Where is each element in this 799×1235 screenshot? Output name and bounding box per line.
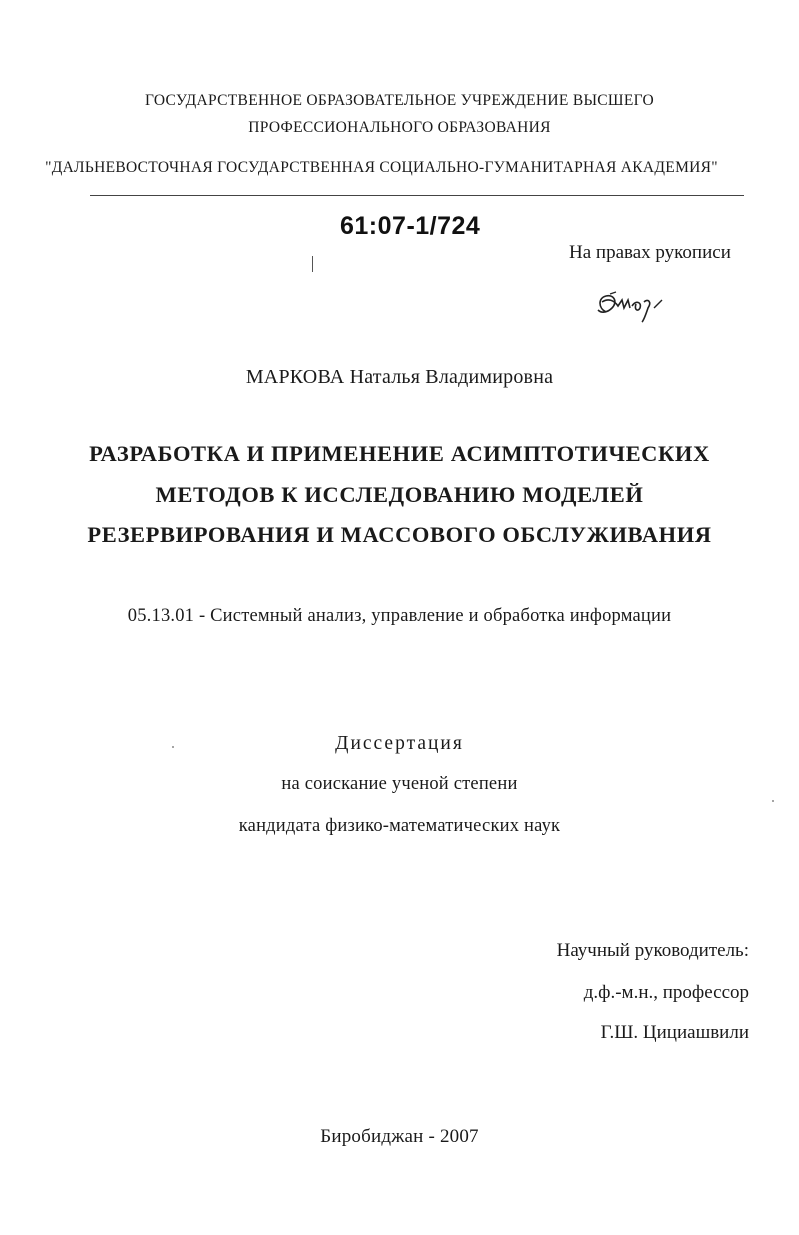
signature-image <box>592 288 672 326</box>
city-year: Биробиджан - 2007 <box>320 1126 479 1147</box>
author-name: МАРКОВА Наталья Владимировна <box>245 366 554 388</box>
degree-line-2: кандидата физико-математических наук <box>238 816 561 836</box>
academy-name: "ДАЛЬНЕВОСТОЧНАЯ ГОСУДАРСТВЕННАЯ СОЦИАЛЬНО-ГУМАНИТАРНАЯ АКАДЕМИЯ" <box>45 159 718 176</box>
supervisor-degree: д.ф.-м.н., профессор <box>583 982 749 1003</box>
institution-line-2: ПРОФЕССИОНАЛЬНОГО ОБРАЗОВАНИЯ <box>248 119 551 136</box>
header-divider <box>90 195 744 196</box>
thesis-title-line-2: МЕТОДОВ К ИССЛЕДОВАНИЮ МОДЕЛЕЙ <box>155 482 644 507</box>
thesis-title-line-3: РЕЗЕРВИРОВАНИЯ И МАССОВОГО ОБСЛУЖИВАНИЯ <box>87 522 712 547</box>
specialty-code: 05.13.01 - Системный анализ, управление и обработка информации <box>127 606 672 626</box>
degree-line-1: на соискание ученой степени <box>281 774 518 794</box>
scan-speck <box>172 746 174 748</box>
rights-note: На правах рукописи <box>569 242 731 263</box>
scan-speck <box>772 800 774 802</box>
catalog-code: 61:07-1/724 <box>340 212 481 240</box>
dissertation-heading: Диссертация <box>335 733 464 754</box>
supervisor-label: Научный руководитель: <box>556 940 749 961</box>
thesis-title-line-1: РАЗРАБОТКА И ПРИМЕНЕНИЕ АСИМПТОТИЧЕСКИХ <box>89 441 710 466</box>
institution-line-1: ГОСУДАРСТВЕННОЕ ОБРАЗОВАТЕЛЬНОЕ УЧРЕЖДЕНИЕ ВЫСШЕГО <box>144 92 655 109</box>
supervisor-name: Г.Ш. Цициашвили <box>600 1022 749 1043</box>
scan-mark <box>312 256 313 272</box>
